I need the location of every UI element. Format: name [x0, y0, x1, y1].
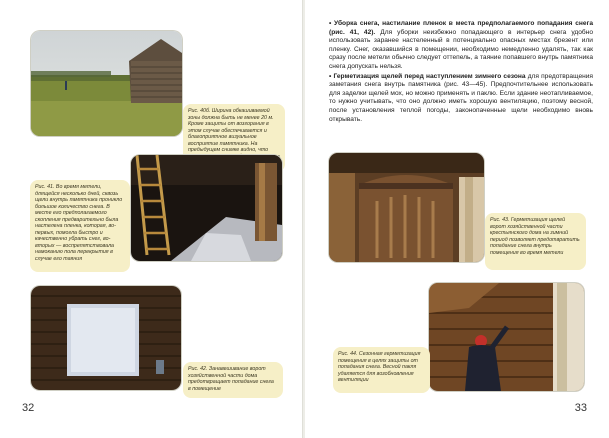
paragraph2-body: для предотвращения заметания снега внутрь памятника (рис. 43—45). Предпочтительнее использовать для заделки щелей мох, но можно применять и паклю. Если здание неотапливаемое, то нужно учитывать, что оно должно иметь хорошую вентиляцию, поэтому весной, после установления теплой погоды, законопаченные щели необходимо вновь открывать.: [329, 72, 594, 123]
paragraph1-body: Для уборки неизбежно попадающего в интерьер снега удобно использовать заранее настеленный в потенциально опасных местах брезент или пленку. Снег, оказавшийся в помещении, необходимо немедленно удалять, так как сразу после метели обычно следует оттепель, а таяние попавшего внутрь памятника снега допускать нельзя.: [329, 28, 593, 70]
photo-person-sealing-wall: [429, 283, 584, 391]
paragraph-sealing: [329, 73, 593, 125]
photo-covered-gate: [31, 286, 181, 390]
caption-fig42: [183, 362, 283, 398]
covered-gate-illustration: [31, 286, 181, 390]
sealing-wall-illustration: [429, 283, 584, 391]
caption-fig41: [30, 180, 130, 272]
paragraph1-title: Уборка снега, настилание пленок в места предполагаемого попадания снега (рис. 41, 42).: [329, 20, 593, 36]
page-number-left: 32: [22, 402, 35, 414]
page-number-right: 33: [574, 402, 587, 414]
paragraph2-title: Герметизация щелей перед наступлением зимнего сезона: [333, 72, 526, 80]
caption-fig44-text: Рис. 44. Сезонная герметизация помещения в целях защиты от попадания снега. Весной пакля удаляется для возобновления вентиляции: [338, 351, 421, 383]
bullet-2: •: [329, 72, 334, 80]
carved-gate-illustration: [329, 153, 484, 262]
photo-carved-gate: [329, 153, 484, 262]
field-log-house-illustration: [31, 31, 182, 136]
caption-fig44: [333, 347, 430, 393]
caption-fig41-text: Рис. 41. Во время метели, длящейся несколько дней, сквозь щели внутрь памятника проникло большое количество снега. В месте его предполагаемого скопления предварительно была настелена пленка, которая, во-первых, помогла быстро и качественно убрать снег, во-вторых — воспрепятствовала намоканию пола перекрытия в случае его таяния: [35, 184, 123, 262]
photo-interior-ladder-snow: [131, 155, 282, 261]
right-page: [305, 0, 609, 438]
photo-field-log-house: [31, 31, 182, 136]
caption-fig43-text: Рис. 43. Герметизация щелей ворот хозяйственной части крестьянского дома на зимний период позволяет предотвратить попадание снега внутрь помещения во время метели: [490, 217, 580, 256]
caption-fig43: [485, 213, 586, 270]
left-page: [0, 0, 304, 438]
paragraph-snow-removal: [329, 20, 593, 72]
interior-ladder-illustration: [131, 155, 282, 261]
caption-fig42-text: Рис. 42. Занавешивание ворот хозяйственной части дома предотвращает попадание снега в помещение: [188, 366, 274, 392]
main-text: [329, 20, 593, 125]
bullet-1: •: [329, 20, 335, 27]
caption-fig40-text: Рис. 40б. Ширина обкашиваемой зоны должна быть не менее 20 м. Кроме защиты от возгорания в этом случае обеспечивается и благоприятное визуальное восприятие памятника. На предыдущем снимке видно, что: [188, 108, 274, 153]
